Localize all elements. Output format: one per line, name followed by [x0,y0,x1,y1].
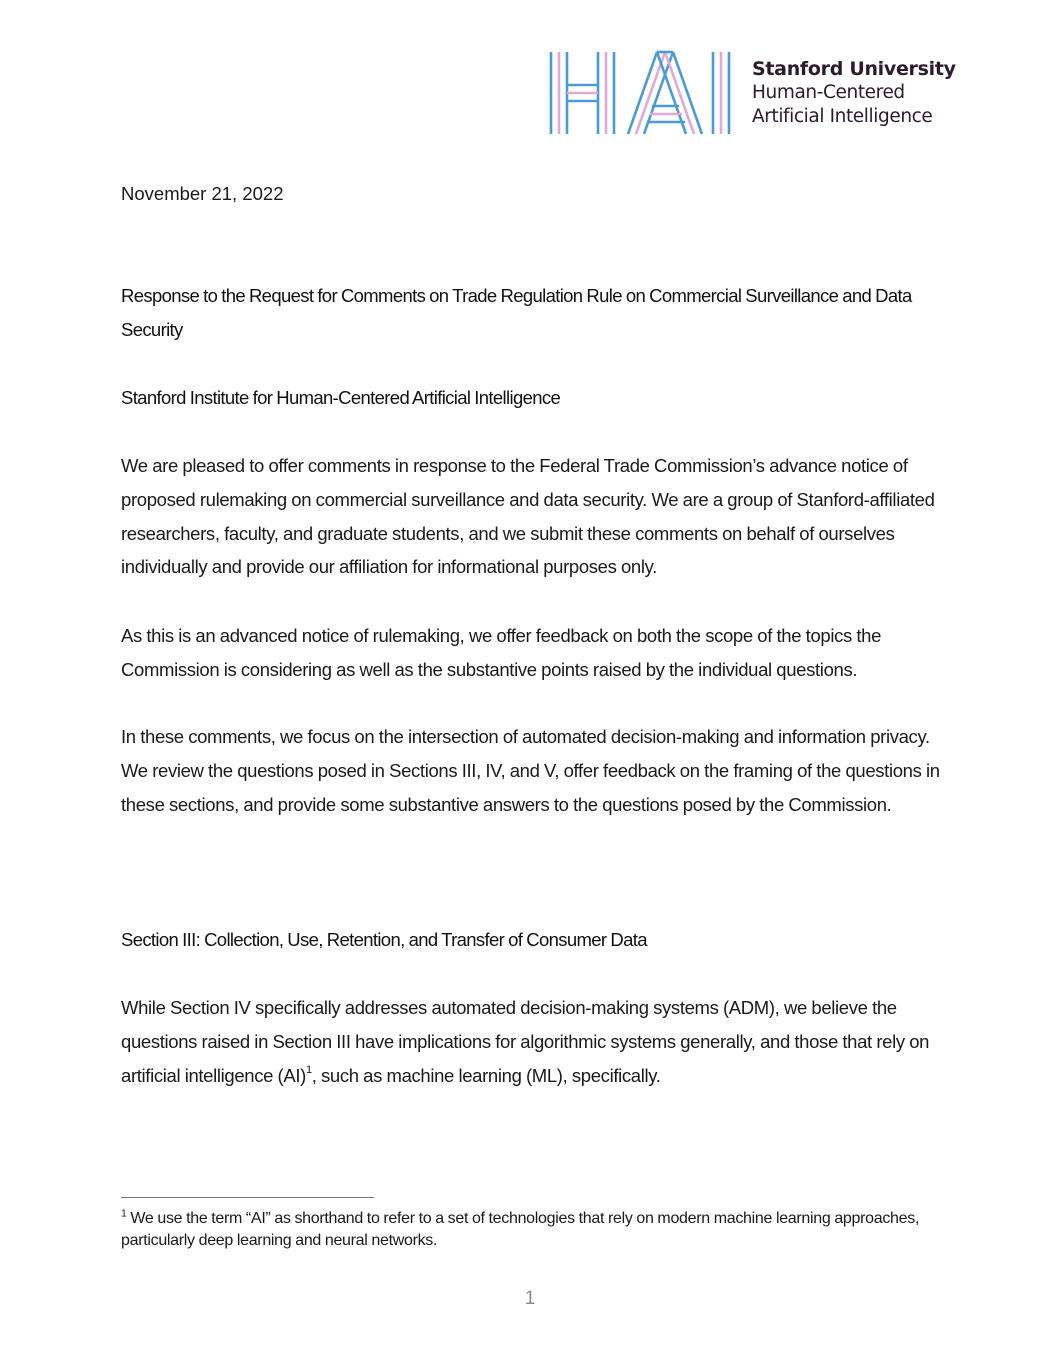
logo-wordmark [752,57,956,129]
section-3-text: While Section IV specifically addresses automated decision-making systems (ADM), we believe the questions raised in Section III have implications for algorithmic systems generally, and those that rely on artificial intelligence (AI) [121,997,930,1086]
page-number: 1 [524,1288,536,1309]
logo-institute-line-2: Artificial Intelligence [752,106,933,127]
footnote-number: 1 [121,1207,127,1220]
organization-heading: Stanford Institute for Human-Centered Artificial Intelligence [121,387,561,408]
footnote-reference[interactable]: 1 [305,1064,312,1077]
logo-university-name: Stanford University [752,58,956,80]
document-date: November 21, 2022 [121,183,284,204]
paragraph-focus: In these comments, we focus on the intersection of automated decision-making and information privacy. We review the questions posed in Sections III, IV, and V, offer feedback on the framing of the questions in these sections, and provide some substantive answers to the questions posed by the Commission. [121,726,940,815]
footnote-text: We use the term “AI” as shorthand to refer to a set of technologies that rely on modern machine learning approaches, particularly deep learning and neural networks. [121,1210,920,1249]
document-title: Response to the Request for Comments on Trade Regulation Rule on Commercial Surveillance and Data Security [121,285,912,340]
paragraph-intro: We are pleased to offer comments in response to the Federal Trade Commission’s advance notice of proposed rulemaking on commercial surveillance and data security. We are a group of Stanford-affiliated researchers, faculty, and graduate students, and we submit these comments on behalf of ourselves individually and provide our affiliation for informational purposes only. [121,455,935,578]
section-3-paragraph [121,991,951,1092]
section-3-text-continued: , such as machine learning (ML), specifically. [311,1064,661,1086]
section-3-heading: Section III: Collection, Use, Retention, and Transfer of Consumer Data [121,929,647,950]
hai-logo [546,48,956,138]
footnote-divider [121,1197,374,1198]
paragraph-scope: As this is an advanced notice of rulemaking, we offer feedback on both the scope of the topics the Commission is considering as well as the substantive points raised by the individual questions. [121,625,882,680]
footnote [121,1208,951,1252]
logo-institute-line-1: Human-Centered [752,82,905,103]
hai-logo-icon [546,48,736,138]
